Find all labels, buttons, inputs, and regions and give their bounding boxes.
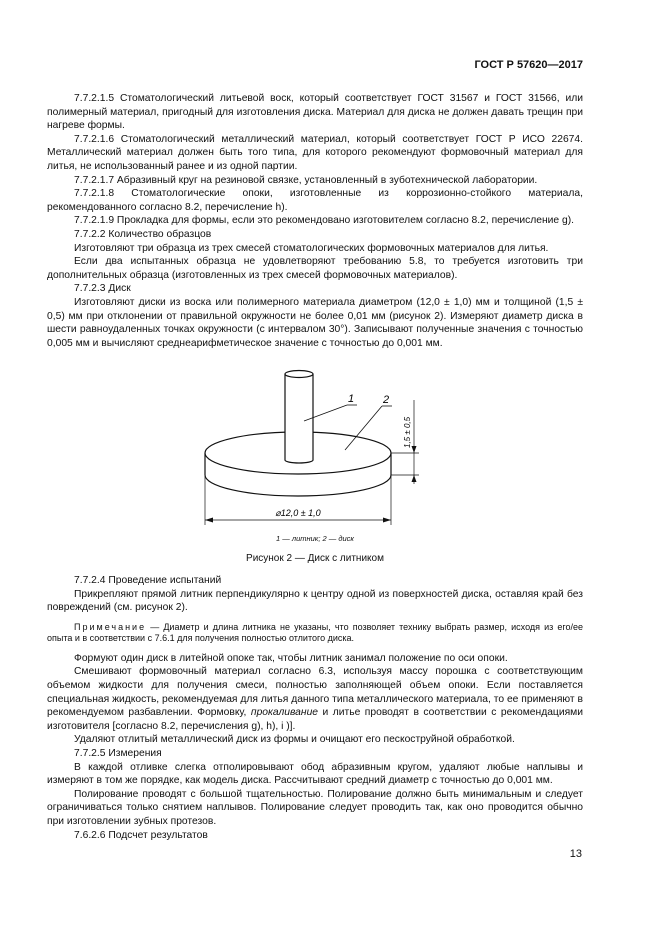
paragraph-emphasis: прокаливание bbox=[250, 707, 319, 719]
paragraph bbox=[47, 665, 583, 733]
section-heading: 7.7.2.3 Диск bbox=[74, 283, 131, 295]
sprue-top bbox=[285, 371, 313, 378]
arrow-thick-bottom bbox=[412, 475, 417, 482]
label-1: 1 bbox=[348, 393, 355, 405]
paragraph: Изготовляют три образца из трех смесей стоматологических формовочных материалов для литья. bbox=[74, 242, 549, 254]
disc-drawing bbox=[47, 362, 583, 532]
paragraph: 7.7.2.1.5 Стоматологический литьевой воск, который соответствует ГОСТ 31567 и ГОСТ 31566, или полимерный материал, пригодный для изготовления диска. Материал для диска не должен давать трещин при нагреве формы. bbox=[47, 93, 583, 132]
figure-caption: Рисунок 2 — Диск с литником bbox=[246, 553, 384, 564]
document-header: ГОСТ Р 57620—2017 bbox=[474, 59, 583, 71]
note-text: — Диаметр и длина литника не указаны, что позволяет технику выбрать размер, исходя из его/ее опыта и в соответствии с 7.6.1 для получения полностью отлитого диска. bbox=[47, 621, 583, 644]
paragraph: 7.7.2.1.6 Стоматологический металлический материал, который соответствует ГОСТ Р ИСО 22674. Металлический материал должен быть того типа, для которого рекомендуют формовочный материал для литья, не использованный ранее и из одной партии. bbox=[47, 133, 583, 172]
paragraph-part: и литье проводят в соответствии с рекомендациями изготовителя [согласно 8.2, перечисления g), h), i )]. bbox=[47, 707, 583, 732]
paragraph: 7.7.2.1.8 Стоматологические опоки, изготовленные из коррозионно-стойкого материала, рекомендованного согласно 8.2, перечисление h). bbox=[47, 188, 583, 213]
note bbox=[47, 622, 583, 645]
paragraph: 7.7.2.1.9 Прокладка для формы, если это рекомендовано изготовителем согласно 8.2, перечисление g). bbox=[74, 215, 575, 227]
paragraph: Если два испытанных образца не удовлетворяют требованию 5.8, то требуется изготовить три дополнительных образца (изготовленных из трех смесей формовочных материалов). bbox=[47, 256, 583, 281]
sprue-body bbox=[285, 374, 313, 462]
page-number: 13 bbox=[569, 848, 582, 860]
thickness-label: 1,5 ± 0,5 bbox=[403, 416, 412, 448]
paragraph: Формуют один диск в литейной опоке так, чтобы литник занимал положение по оси опоки. bbox=[74, 652, 508, 664]
paragraph-part: Смешивают формовочный материал согласно 6.3, используя массу порошка с соответствующим объемом жидкости для получения смеси, полностью заполняющей объем опоки. Если поставляется специальная жидкость, рекомендуемая для литья данного типа металлического материала, то ее применяют в рекомендуемом разбавлении. Формовку, bbox=[47, 666, 583, 719]
section-heading: 7.7.2.2 Количество образцов bbox=[74, 228, 212, 240]
paragraph: Прикрепляют прямой литник перпендикулярно к центру одной из поверхностей диска, оставляя край без повреждений (см. рисунок 2). bbox=[47, 588, 583, 614]
body-text-bottom bbox=[47, 574, 583, 842]
paragraph: Удаляют отлитый металлический диск из формы и очищают его пескоструйной обработкой. bbox=[74, 734, 515, 746]
arrow-dia-left bbox=[205, 518, 213, 523]
section-heading: 7.7.2.4 Проведение испытаний bbox=[74, 575, 222, 586]
note-label: Примечание bbox=[74, 621, 147, 632]
arrow-thick-top bbox=[412, 446, 417, 453]
figure-disc-with-sprue bbox=[47, 362, 583, 572]
arrow-dia-right bbox=[383, 518, 391, 523]
body-text-top bbox=[47, 92, 583, 350]
paragraph: Полирование проводят с большой тщательностью. Полирование должно быть минимальным и следует ограничиваться только снятием наплывов. Полирование следует проводить так, как оно проводится обычно при изготовлении зубных протезов. bbox=[47, 788, 583, 827]
section-heading: 7.6.2.6 Подсчет результатов bbox=[74, 829, 208, 841]
paragraph: Изготовляют диски из воска или полимерного материала диаметром (12,0 ± 1,0) мм и толщиной (1,5 ± 0,5) мм при отклонении от правильной окружности не более 0,01 мм (рисунок 2). Измеряют диаметр диска в шести равноудаленных точках окружности (с интервалом 30°). Записывают полученные значения с точностью 0,005 мм и вычисляют среднеарифметическое значение с точностью до 0,001 мм. bbox=[47, 296, 583, 349]
paragraph: В каждой отливке слегка отполировывают обод абразивным кругом, удаляют любые наплывы и измеряют в том же порядке, как модель диска. Рассчитывают средний диаметр с точностью до 0,001 мм. bbox=[47, 761, 583, 787]
diameter-label: ⌀12,0 ± 1,0 bbox=[275, 508, 321, 518]
section-heading: 7.7.2.5 Измерения bbox=[74, 747, 162, 759]
paragraph: 7.7.2.1.7 Абразивный круг на резиновой связке, установленный в зуботехнической лаборатории. bbox=[74, 174, 538, 186]
label-2: 2 bbox=[383, 394, 390, 406]
figure-legend: 1 — литник; 2 — диск bbox=[276, 534, 354, 543]
